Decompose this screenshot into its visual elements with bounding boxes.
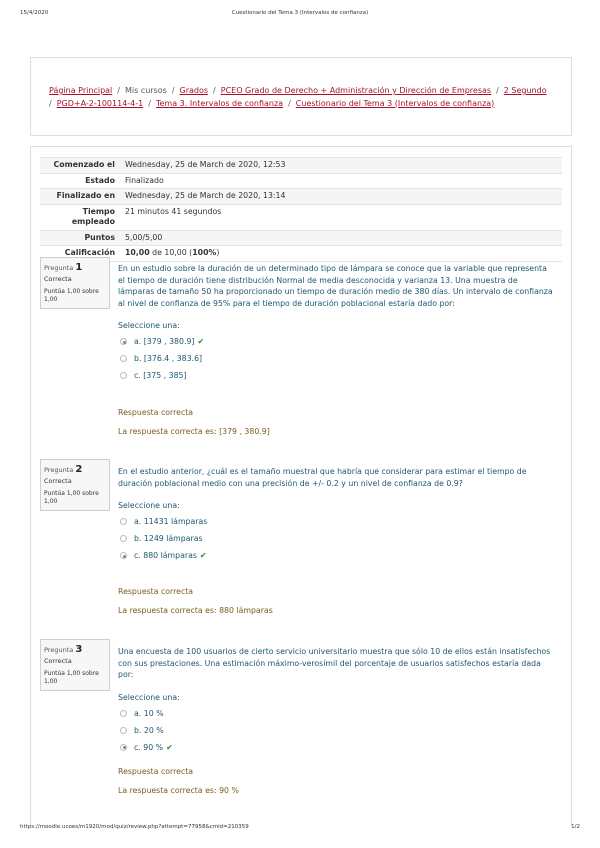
grade-percent: 100%: [192, 248, 217, 257]
breadcrumb-card: [30, 57, 572, 136]
answer-option[interactable]: [118, 705, 553, 722]
option-label: c. 880 lámparas: [134, 551, 197, 560]
question-state: Correcta: [44, 275, 72, 283]
option-label: c. 90 %: [134, 742, 164, 752]
answer-option[interactable]: [118, 350, 553, 367]
checkmark-icon: ✔: [199, 551, 207, 560]
breadcrumb-separator: /: [288, 98, 291, 108]
breadcrumb-my-courses: Mis cursos: [124, 86, 167, 95]
breadcrumb-separator: /: [49, 98, 52, 108]
question-content: [118, 263, 553, 384]
print-page-number: 1/2: [571, 824, 580, 830]
answer-option[interactable]: [118, 530, 553, 547]
right-answer: La respuesta correcta es: 880 lámparas: [118, 606, 273, 615]
radio-selected-icon[interactable]: [120, 552, 127, 559]
feedback-status: Respuesta correcta: [118, 767, 194, 776]
radio-icon[interactable]: [120, 535, 127, 542]
question-text: En el estudio anterior, ¿cuál es el tamaño muestral que habría que considerar para estimar el tiempo de duración poblacional medio con una precisión de +/- 0.2 y un nivel de confianza de 0.9?: [118, 467, 527, 488]
breadcrumb-home[interactable]: Página Principal: [49, 86, 113, 95]
summary-row-time: [40, 204, 562, 230]
grade-value-cell: [120, 246, 562, 262]
question-number: [44, 464, 106, 475]
started-value: Wednesday, 25 de March de 2020, 12:53: [125, 160, 286, 169]
option-label: c. [375 , 385]: [134, 371, 187, 380]
question-info: [40, 257, 110, 309]
answer-option[interactable]: [118, 333, 553, 350]
question-prompt: Seleccione una:: [118, 501, 180, 510]
answer-option[interactable]: [118, 547, 553, 564]
question-prompt: Seleccione una:: [118, 692, 180, 702]
radio-icon[interactable]: [120, 710, 127, 717]
summary-row-finished: [40, 189, 562, 205]
state-label: Estado: [85, 175, 115, 185]
print-url: https://moodle.ucoes/m1920/mod/quiz/review.php?attempt=77958&cmid=210359: [20, 824, 249, 830]
summary-row-state: [40, 173, 562, 189]
summary-row-grade: [40, 246, 562, 262]
question-info: [40, 639, 110, 691]
print-footer: [20, 824, 580, 834]
grade-value: 10,00: [125, 248, 150, 257]
question-label: Pregunta: [44, 264, 74, 272]
checkmark-icon: ✔: [166, 742, 173, 752]
radio-selected-icon[interactable]: [120, 338, 127, 345]
finished-value: Wednesday, 25 de March de 2020, 13:14: [125, 191, 286, 200]
question-grade: Puntúa 1,00 sobre 1,00: [44, 490, 99, 505]
question-content: [118, 646, 553, 756]
time-value: 21 minutos 41 segundos: [125, 206, 222, 216]
print-title: Cuestionario del Tema 3 (Intervalos de confianza): [231, 10, 369, 16]
summary-row-points: [40, 230, 562, 246]
summary-row-started: [40, 158, 562, 174]
answer-option[interactable]: [118, 367, 553, 384]
option-label: a. 11431 lámparas: [134, 517, 208, 526]
grade-of: de 10,00 (: [152, 248, 193, 257]
question-content: [118, 466, 553, 564]
breadcrumb-separator: /: [496, 86, 499, 95]
time-label: Tiempo empleado: [71, 206, 115, 226]
breadcrumb-separator: /: [213, 86, 216, 95]
question-number-value: 2: [75, 464, 83, 475]
radio-icon[interactable]: [120, 372, 127, 379]
feedback-status: Respuesta correcta: [118, 587, 194, 596]
breadcrumb-tema3[interactable]: Tema 3. Intervalos de confianza: [155, 98, 284, 108]
breadcrumb-separator: /: [171, 86, 175, 95]
question-prompt: Seleccione una:: [118, 321, 180, 330]
radio-selected-icon[interactable]: [120, 744, 127, 751]
question-number: [44, 644, 106, 655]
question-grade: Puntúa 1,00 sobre 1,00: [44, 288, 99, 303]
question-number: [44, 262, 106, 273]
question-text: Una encuesta de 100 usuarios de cierto servicio universitario muestra que sólo 10 de ellos están insatisfechos con sus prestaciones. Una estimación máximo-verosímil del porcentaje de usuarios satisfechos estaría dada por:: [118, 647, 551, 679]
option-label: a. 10 %: [134, 708, 164, 718]
question-feedback: [118, 587, 553, 615]
answer-options: [118, 513, 553, 564]
print-header: [20, 10, 580, 20]
state-value: Finalizado: [125, 175, 164, 185]
feedback-status: Respuesta correcta: [118, 408, 194, 417]
breadcrumb: [49, 85, 553, 110]
question-label: Pregunta: [44, 646, 74, 654]
question-number-value: 1: [75, 262, 83, 273]
radio-icon[interactable]: [120, 727, 127, 734]
question-feedback: [118, 767, 553, 795]
option-label: a. [379 , 380.9]: [134, 337, 195, 346]
breadcrumb-quiz[interactable]: Cuestionario del Tema 3 (Intervalos de confianza): [295, 98, 495, 108]
breadcrumb-grados[interactable]: Grados: [179, 86, 209, 95]
breadcrumb-separator: /: [148, 98, 151, 108]
question-info: [40, 459, 110, 511]
points-label: Puntos: [84, 232, 115, 242]
finished-label: Finalizado en: [56, 191, 115, 200]
answer-option[interactable]: [118, 739, 553, 756]
breadcrumb-separator: /: [117, 86, 120, 95]
started-label: Comenzado el: [53, 160, 115, 169]
answer-options: [118, 333, 553, 384]
answer-options: [118, 705, 553, 756]
attempt-summary-table: [40, 157, 562, 262]
breadcrumb-course-code[interactable]: PGD+A-2-100114-4-1: [56, 98, 144, 108]
radio-icon[interactable]: [120, 518, 127, 525]
grade-label: Calificación: [64, 248, 115, 257]
question-number-value: 3: [75, 644, 83, 655]
right-answer: La respuesta correcta es: 90 %: [118, 786, 239, 795]
radio-icon[interactable]: [120, 355, 127, 362]
right-answer: La respuesta correcta es: [379 , 380.9]: [118, 427, 270, 436]
question-state: Correcta: [44, 477, 72, 485]
answer-option[interactable]: [118, 513, 553, 530]
print-date: 15/4/2020: [20, 10, 49, 16]
answer-option[interactable]: [118, 722, 553, 739]
question-grade: Puntúa 1,00 sobre 1,00: [44, 670, 99, 685]
question-state: Correcta: [44, 657, 72, 665]
checkmark-icon: ✔: [197, 337, 205, 346]
question-text: En un estudio sobre la duración de un determinado tipo de lámpara se conoce que la variable que representa el tiempo de duración tiene distribución Normal de media desconocida y varianza 13. Una muestra de lámparas de tamaño 50 ha proporcionado un tiempo de duración medio de 380 días. Un intervalo de confianza al nivel de confianza de 95% para el tiempo de duración poblacional estaría dado por:: [118, 264, 553, 308]
question-feedback: [118, 408, 553, 436]
option-label: b. 1249 lámparas: [134, 534, 203, 543]
breadcrumb-segundo[interactable]: 2 Segundo: [503, 86, 547, 95]
grade-close: ): [216, 248, 220, 257]
option-label: b. 20 %: [134, 725, 164, 735]
points-value: 5,00/5,00: [125, 232, 163, 242]
question-label: Pregunta: [44, 466, 74, 474]
breadcrumb-pceo[interactable]: PCEO Grado de Derecho + Administración y Dirección de Empresas: [220, 86, 492, 95]
option-label: b. [376.4 , 383.6]: [134, 354, 203, 363]
